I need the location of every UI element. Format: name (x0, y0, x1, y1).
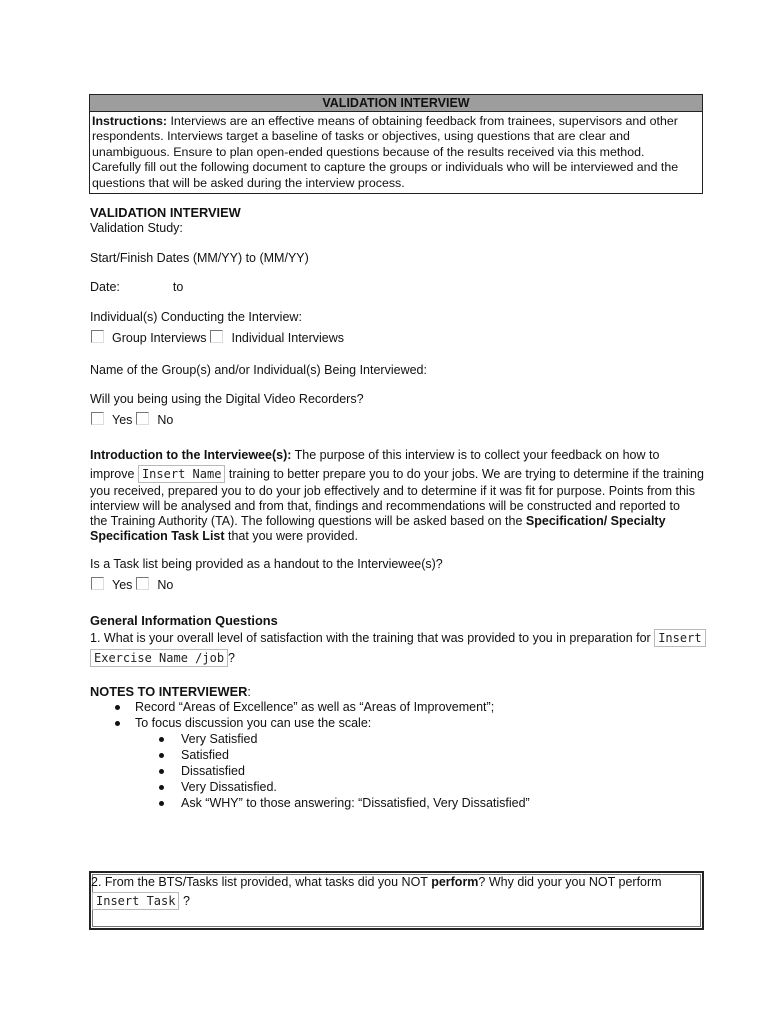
conducting-label: Individual(s) Conducting the Interview: (90, 310, 302, 324)
video-yes-checkbox[interactable] (91, 412, 104, 425)
instructions-line-4: Carefully fill out the following document to capture the groups or individuals who will be interviewed and the (92, 160, 679, 175)
insert-name-field[interactable]: Insert Name (138, 465, 225, 483)
q2-text: 2. From the BTS/Tasks list provided, what tasks did you NOT (91, 875, 432, 889)
instructions-label: Instructions: (92, 114, 168, 128)
date-to-label: to (172, 280, 184, 294)
bullet-icon (159, 769, 164, 774)
individual-interviews-checkbox[interactable] (210, 330, 223, 343)
video-no-label: No (157, 413, 174, 427)
scale-item-2: Satisfied (181, 748, 229, 762)
task-list-yes-checkbox[interactable] (91, 577, 104, 590)
task-list-answer-row (90, 577, 177, 592)
task-list-no-checkbox[interactable] (136, 577, 149, 590)
q1-insert-field[interactable]: Insert (654, 629, 705, 647)
instructions-line-5: questions that will be asked during the interview process. (92, 175, 405, 190)
list-item (90, 715, 530, 731)
dates-label: Start/Finish Dates (MM/YY) to (MM/YY) (90, 251, 309, 265)
notes-colon: : (247, 685, 251, 699)
bullet-icon (159, 753, 164, 758)
video-no-checkbox[interactable] (136, 412, 149, 425)
list-item (90, 779, 530, 795)
instructions-line-2: respondents. Interviews target a baseline of tasks or objectives, using questions that are clear and (92, 129, 630, 144)
q1-text: 1. What is your overall level of satisfaction with the training that was provided to you in preparation for (90, 631, 651, 645)
q2-text-bold: perform (431, 875, 479, 889)
q2-box (89, 871, 704, 930)
interviewed-names-label: Name of the Group(s) and/or Individual(s) Being Interviewed: (90, 363, 427, 377)
individual-interviews-label: Individual Interviews (231, 331, 345, 345)
q1-row (90, 629, 706, 647)
list-item (90, 795, 530, 811)
scale-item-5: Ask “WHY” to those answering: “Dissatisfied, Very Dissatisfied” (181, 796, 530, 810)
video-answer-row (90, 412, 177, 427)
q2-text-row (91, 875, 662, 889)
bullet-icon (159, 801, 164, 806)
intro-line-6-bold: Specification Task List (90, 528, 225, 543)
q1-exercise-field[interactable]: Exercise Name /job (90, 649, 228, 667)
notes-heading: NOTES TO INTERVIEWER (90, 684, 248, 699)
intro-line-5-bold: Specification/ Specialty (525, 513, 666, 528)
intro-label: Introduction to the Interviewee(s): (90, 448, 292, 462)
list-item (90, 731, 530, 747)
list-item (90, 763, 530, 779)
video-question: Will you being using the Digital Video Recorders? (90, 392, 364, 406)
q1-row-2 (90, 649, 235, 667)
list-item (90, 699, 530, 715)
bullet-icon (159, 785, 164, 790)
task-list-question: Is a Task list being provided as a handout to the Interviewee(s)? (90, 557, 443, 571)
q2-text-end: ? Why did your you NOT perform (478, 875, 662, 889)
notes-list (90, 699, 530, 811)
list-item (90, 747, 530, 763)
bullet-icon (115, 705, 120, 710)
intro-line-3: you received, prepared you to do your job effectively and to determine if it was fit for purpose. Points from this (90, 483, 695, 498)
intro-line-4: interview will be analysed and from that, findings and recommendations will be constructed and reported to (90, 498, 680, 513)
video-yes-label: Yes (112, 413, 133, 427)
bullet-icon (159, 737, 164, 742)
form-heading: VALIDATION INTERVIEW (90, 205, 241, 220)
scale-item-4: Very Dissatisfied. (181, 780, 277, 794)
introduction-paragraph (90, 447, 702, 544)
instructions-line-1: Interviews are an effective means of obtaining feedback from trainees, supervisors and other (167, 114, 678, 128)
task-list-yes-label: Yes (112, 578, 133, 592)
intro-line-6: that you were provided. (224, 528, 358, 543)
q2-end: ? (182, 894, 190, 908)
group-interviews-label: Group Interviews (112, 331, 207, 345)
group-interviews-checkbox[interactable] (91, 330, 104, 343)
validation-study-label: Validation Study: (90, 221, 183, 235)
intro-line-5: the Training Authority (TA). The following questions will be asked based on the (90, 513, 526, 528)
general-info-heading: General Information Questions (90, 613, 278, 628)
instructions-body (90, 112, 702, 193)
intro-line-1: The purpose of this interview is to collect your feedback on how to (291, 448, 660, 462)
scale-item-3: Dissatisfied (181, 764, 245, 778)
insert-task-field[interactable]: Insert Task (92, 892, 179, 910)
notes-bullet-1: Record “Areas of Excellence” as well as “Areas of Improvement”; (135, 700, 495, 714)
date-label: Date: (90, 280, 120, 294)
instructions-box-title: VALIDATION INTERVIEW (90, 95, 702, 112)
scale-item-1: Very Satisfied (181, 732, 258, 746)
instructions-box (89, 94, 703, 194)
notes-heading-row (90, 684, 251, 699)
bullet-icon (115, 721, 120, 726)
notes-bullet-2: To focus discussion you can use the scale: (135, 716, 372, 730)
intro-line-2: training to better prepare you to do your jobs. We are trying to determine if the training (228, 466, 704, 481)
instructions-line-3: unambiguous. Ensure to plan open-ended questions because of the results received via this method. (92, 144, 645, 159)
task-list-no-label: No (157, 578, 174, 592)
date-row (90, 280, 183, 294)
q2-field-row (92, 892, 190, 910)
interview-type-row (90, 330, 348, 345)
q1-end: ? (228, 651, 235, 665)
intro-improve: improve (90, 466, 135, 481)
